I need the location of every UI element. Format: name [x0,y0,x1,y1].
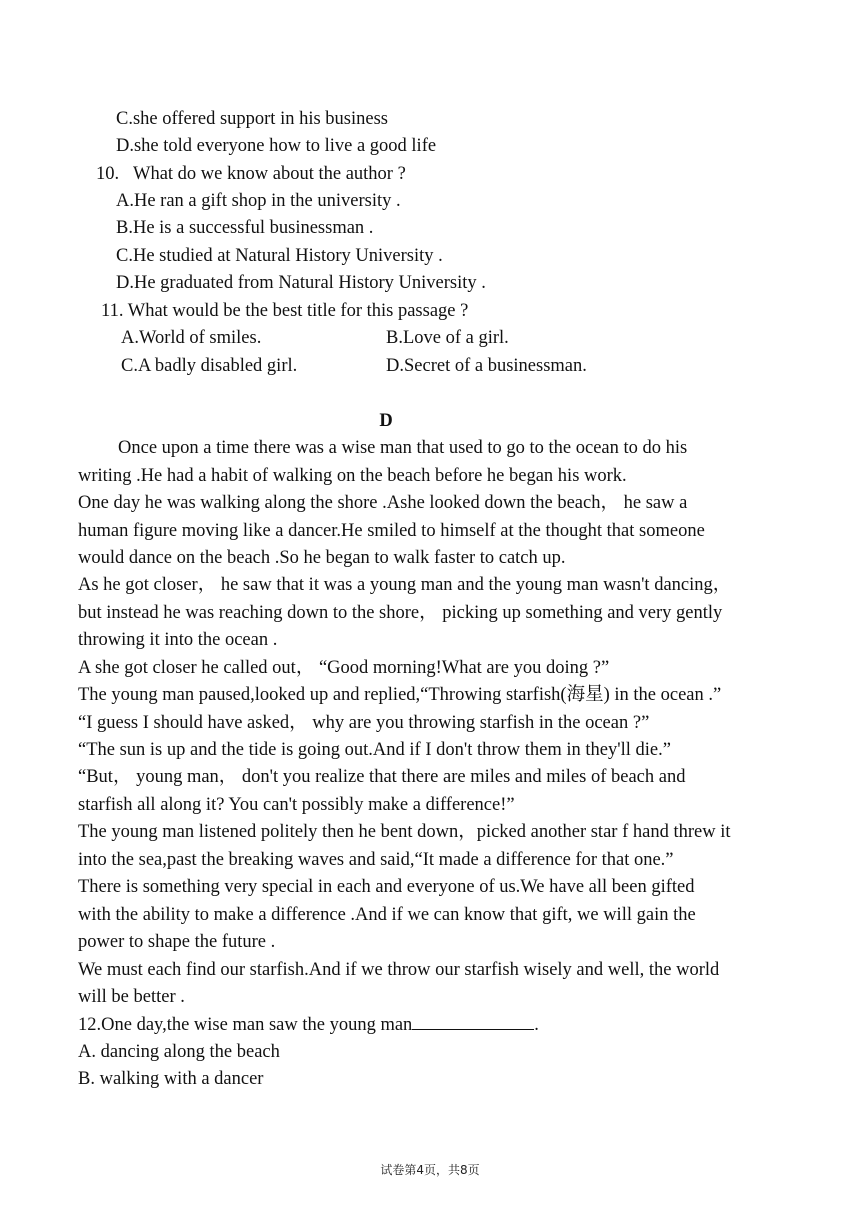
passage-line: There is something very special in each and everyone of us.We have all been gifted [78,877,695,897]
q11-option-c: C.A badly disabled girl. [121,356,298,376]
passage-line: writing .He had a habit of walking on the beach before he began his work. [78,466,627,486]
q10-text: What do we know about the author ? [133,164,406,184]
passage-line: with the ability to make a difference .And if we can know that gift, we will gain the [78,905,696,925]
q12-end: . [534,1015,539,1035]
q11-option-a: A.World of smiles. [121,328,262,348]
passage-line: As he got closer， he saw that it was a young man and the young man wasn't dancing， [78,575,732,595]
q10-option-b: B.He is a successful businessman . [116,218,374,238]
passage-line: throwing it into the ocean . [78,630,278,650]
passage-line: “But， young man， don't you realize that there are miles and miles of beach and [78,767,686,787]
q12-option-b: B. walking with a dancer [78,1069,264,1089]
passage-line: Once upon a time there was a wise man that used to go to the ocean to do his [118,438,688,458]
passage-line: will be better . [78,987,185,1007]
q9-option-c: C.she offered support in his business [116,109,388,129]
passage-line: “The sun is up and the tide is going out.And if I don't throw them in they'll die.” [78,740,671,760]
passage-line: would dance on the beach .So he began to walk faster to catch up. [78,548,566,568]
passage-line: power to shape the future . [78,932,276,952]
q10-number: 10. [96,164,120,184]
q12-question [78,1011,539,1039]
passage-line: into the sea,past the breaking waves and said,“It made a difference for that one.” [78,850,674,870]
q11-question: 11. What would be the best title for this passage ? [101,301,469,321]
passage-line: but instead he was reaching down to the shore， picking up something and very gently [78,603,723,623]
answer-blank [412,1011,534,1030]
q11-option-b: B.Love of a girl. [386,328,509,348]
q10-option-a: A.He ran a gift shop in the university . [116,191,401,211]
passage-line: “I guess I should have asked， why are you throwing starfish in the ocean ?” [78,713,650,733]
passage-line: human figure moving like a dancer.He smiled to himself at the thought that someone [78,521,705,541]
q11-option-d: D.Secret of a businessman. [386,356,587,376]
q9-option-d: D.she told everyone how to live a good life [116,136,437,156]
q10-option-c: C.He studied at Natural History University . [116,246,443,266]
passage-line: A she got closer he called out， “Good morning!What are you doing ?” [78,658,610,678]
q10-option-d: D.He graduated from Natural History University . [116,273,486,293]
page-footer: 试卷第4页，共8页 [380,1163,480,1177]
passage-line: We must each find our starfish.And if we throw our starfish wisely and well, the world [78,960,720,980]
passage-line: The young man listened politely then he bent down，picked another star f hand threw it [78,822,731,842]
q12-stem: 12.One day,the wise man saw the young man [78,1015,413,1035]
q10-question [96,161,406,188]
section-heading: D [379,411,393,431]
passage-line: The young man paused,looked up and replied,“Throwing starfish(海星) in the ocean .” [78,685,722,705]
q12-option-a: A. dancing along the beach [78,1042,280,1062]
passage-line: starfish all along it? You can't possibly make a difference!” [78,795,515,815]
passage-line: One day he was walking along the shore .Ashe looked down the beach， he saw a [78,493,688,513]
